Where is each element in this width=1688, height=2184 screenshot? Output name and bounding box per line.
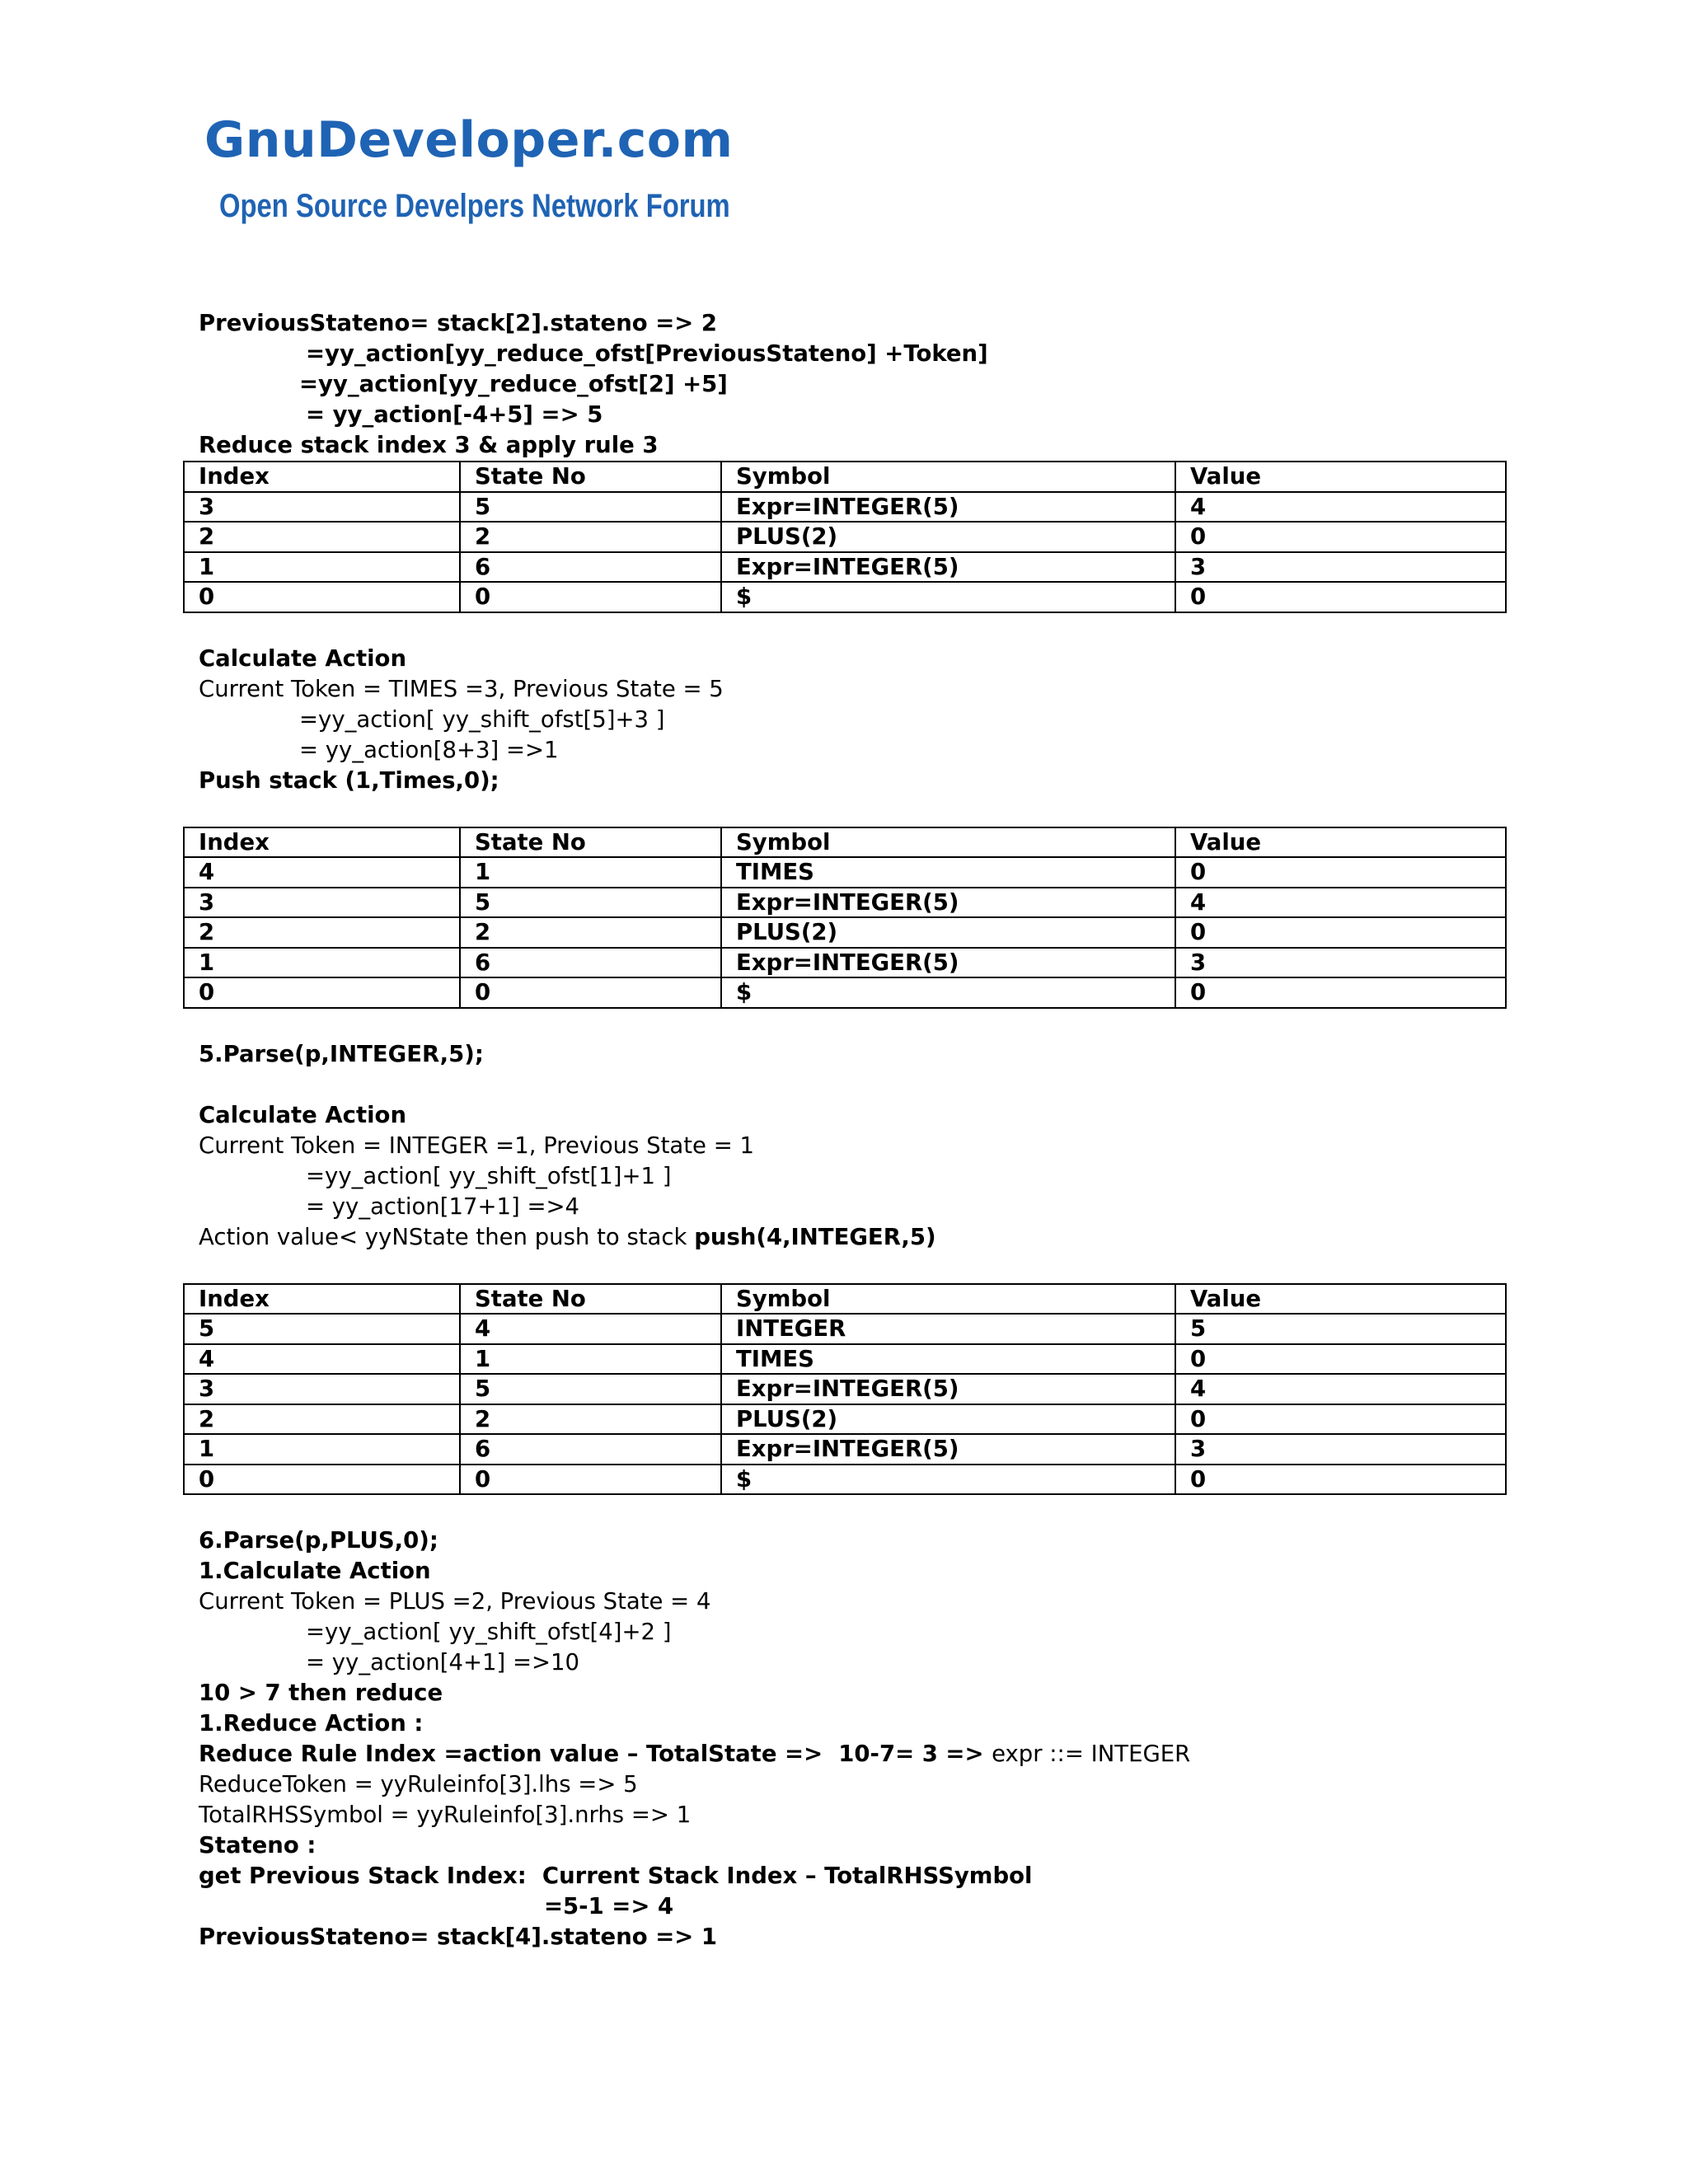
table-cell: 1 xyxy=(460,1344,721,1375)
table-cell: PLUS(2) xyxy=(721,917,1175,948)
table-cell: 2 xyxy=(460,917,721,948)
text-line: TotalRHSSymbol = yyRuleinfo[3].nrhs => 1 xyxy=(199,1802,692,1828)
section-parse-integer xyxy=(0,1039,1688,1253)
text-line: =5-1 => 4 xyxy=(544,1893,674,1919)
table-cell: 5 xyxy=(460,888,721,918)
text-line: 10 > 7 then reduce xyxy=(199,1680,443,1706)
table-cell: $ xyxy=(721,582,1175,612)
section-previous-state xyxy=(0,308,1688,461)
table-row xyxy=(184,888,1506,918)
table-row xyxy=(184,1344,1506,1375)
header-cell: Value xyxy=(1175,1284,1506,1315)
table-row xyxy=(184,1465,1506,1495)
table-row xyxy=(184,917,1506,948)
table-cell: 4 xyxy=(1175,888,1506,918)
text-line: =yy_action[ yy_shift_ofst[4]+2 ] xyxy=(306,1619,672,1645)
table-cell: Expr=INTEGER(5) xyxy=(721,552,1175,583)
header-cell: State No xyxy=(460,462,721,492)
table-cell: 2 xyxy=(460,1404,721,1435)
table-row xyxy=(184,552,1506,583)
text-line: Current Token = INTEGER =1, Previous State = 1 xyxy=(199,1132,754,1159)
table-cell: Expr=INTEGER(5) xyxy=(721,492,1175,523)
table-cell: 3 xyxy=(184,492,460,523)
table-cell: 4 xyxy=(184,857,460,888)
table-cell: Expr=INTEGER(5) xyxy=(721,888,1175,918)
table-row xyxy=(184,1434,1506,1465)
document-body xyxy=(0,308,1688,1952)
table-row xyxy=(184,1374,1506,1404)
table-cell: $ xyxy=(721,1465,1175,1495)
header-cell: Symbol xyxy=(721,827,1175,858)
table-cell: 5 xyxy=(460,1374,721,1404)
table-cell: 2 xyxy=(184,1404,460,1435)
header-cell: Value xyxy=(1175,462,1506,492)
table-cell: INTEGER xyxy=(721,1314,1175,1344)
header-cell: Value xyxy=(1175,827,1506,858)
text-span: Action value< yyNState then push to stack xyxy=(199,1223,695,1250)
table-cell: 4 xyxy=(184,1344,460,1375)
table-cell: 0 xyxy=(460,582,721,612)
text-line: PreviousStateno= stack[4].stateno => 1 xyxy=(199,1924,718,1950)
table-cell: $ xyxy=(721,977,1175,1008)
table-cell: 0 xyxy=(1175,1404,1506,1435)
text-line: PreviousStateno= stack[2].stateno => 2 xyxy=(199,310,718,336)
text-line: =yy_action[yy_reduce_ofst[PreviousStateno] +Token] xyxy=(306,340,988,367)
table-cell: 0 xyxy=(1175,1344,1506,1375)
table-cell: Expr=INTEGER(5) xyxy=(721,1374,1175,1404)
table-cell: 6 xyxy=(460,1434,721,1465)
text-line: = yy_action[8+3] =>1 xyxy=(299,736,559,763)
table-cell: 3 xyxy=(1175,1434,1506,1465)
table-cell: Expr=INTEGER(5) xyxy=(721,948,1175,978)
text-line: Reduce stack index 3 & apply rule 3 xyxy=(199,432,659,458)
table-cell: 0 xyxy=(460,977,721,1008)
parse-call: 5.Parse(p,INTEGER,5); xyxy=(199,1040,484,1067)
header-cell: Index xyxy=(184,1284,460,1315)
text-line: = yy_action[17+1] =>4 xyxy=(306,1193,580,1220)
table-cell: 0 xyxy=(460,1465,721,1495)
table-cell: 1 xyxy=(184,1434,460,1465)
table-cell: 0 xyxy=(1175,1465,1506,1495)
stack-table-2 xyxy=(183,827,1507,1009)
text-line: ReduceToken = yyRuleinfo[3].lhs => 5 xyxy=(199,1771,638,1797)
text-line xyxy=(199,1222,1688,1253)
table-cell: 3 xyxy=(1175,552,1506,583)
section-calculate-action-1 xyxy=(0,644,1688,796)
table-cell: TIMES xyxy=(721,1344,1175,1375)
header-cell: Index xyxy=(184,827,460,858)
table-cell: 0 xyxy=(1175,857,1506,888)
header-cell: Symbol xyxy=(721,1284,1175,1315)
logo-title: GnuDeveloper.com xyxy=(204,111,734,169)
table-cell: 2 xyxy=(460,522,721,552)
table-header-row xyxy=(184,1284,1506,1315)
table-row xyxy=(184,522,1506,552)
table-cell: 1 xyxy=(184,552,460,583)
text-line: Push stack (1,Times,0); xyxy=(199,766,499,794)
text-line xyxy=(199,1739,1688,1769)
table-cell: 0 xyxy=(184,1465,460,1495)
table-row xyxy=(184,492,1506,523)
text-span-bold: Reduce Rule Index =action value – TotalState => 10-7= 3 => xyxy=(199,1741,992,1767)
text-line: Current Token = PLUS =2, Previous State = 4 xyxy=(199,1588,711,1615)
section-heading: 1.Calculate Action xyxy=(199,1558,431,1584)
text-line: 1.Reduce Action : xyxy=(199,1710,424,1736)
table-cell: 5 xyxy=(184,1314,460,1344)
table-cell: 6 xyxy=(460,948,721,978)
text-line: get Previous Stack Index: Current Stack Index – TotalRHSSymbol xyxy=(199,1863,1033,1889)
section-heading: Calculate Action xyxy=(199,1101,407,1128)
table-row xyxy=(184,1314,1506,1344)
table-cell: 1 xyxy=(184,948,460,978)
table-cell: 4 xyxy=(1175,1374,1506,1404)
text-line: Stateno : xyxy=(199,1832,316,1858)
table-cell: 0 xyxy=(184,977,460,1008)
table-cell: 4 xyxy=(460,1314,721,1344)
table-row xyxy=(184,977,1506,1008)
table-row xyxy=(184,948,1506,978)
table-header-row xyxy=(184,462,1506,492)
stack-table-3 xyxy=(183,1283,1507,1496)
section-heading: Calculate Action xyxy=(199,644,407,672)
table-cell: 5 xyxy=(1175,1314,1506,1344)
header-cell: State No xyxy=(460,827,721,858)
table-header-row xyxy=(184,827,1506,858)
table-cell: 2 xyxy=(184,522,460,552)
table-cell: 0 xyxy=(184,582,460,612)
header-cell: State No xyxy=(460,1284,721,1315)
text-line: Current Token = TIMES =3, Previous State = 5 xyxy=(199,675,724,702)
table-cell: 1 xyxy=(460,857,721,888)
table-cell: 5 xyxy=(460,492,721,523)
text-span-bold: push(4,INTEGER,5) xyxy=(694,1223,936,1250)
table-cell: 6 xyxy=(460,552,721,583)
header-cell: Index xyxy=(184,462,460,492)
table-row xyxy=(184,857,1506,888)
table-cell: 0 xyxy=(1175,917,1506,948)
table-cell: Expr=INTEGER(5) xyxy=(721,1434,1175,1465)
table-cell: 0 xyxy=(1175,582,1506,612)
table-cell: 3 xyxy=(184,888,460,918)
table-cell: 0 xyxy=(1175,522,1506,552)
text-line: = yy_action[4+1] =>10 xyxy=(306,1649,580,1675)
text-line: = yy_action[-4+5] => 5 xyxy=(306,401,603,428)
text-line: =yy_action[ yy_shift_ofst[1]+1 ] xyxy=(306,1162,672,1189)
logo-subtitle: Open Source Develpers Network Forum xyxy=(219,188,730,224)
section-parse-plus xyxy=(0,1526,1688,1952)
text-line: =yy_action[ yy_shift_ofst[5]+3 ] xyxy=(299,705,665,733)
table-cell: PLUS(2) xyxy=(721,1404,1175,1435)
table-cell: 0 xyxy=(1175,977,1506,1008)
table-cell: 2 xyxy=(184,917,460,948)
table-cell: PLUS(2) xyxy=(721,522,1175,552)
table-row xyxy=(184,582,1506,612)
table-cell: 4 xyxy=(1175,492,1506,523)
text-span: expr ::= INTEGER xyxy=(992,1741,1191,1767)
table-cell: 3 xyxy=(184,1374,460,1404)
parse-call: 6.Parse(p,PLUS,0); xyxy=(199,1527,438,1554)
table-cell: 3 xyxy=(1175,948,1506,978)
table-cell: TIMES xyxy=(721,857,1175,888)
header-cell: Symbol xyxy=(721,462,1175,492)
text-line: =yy_action[yy_reduce_ofst[2] +5] xyxy=(299,371,728,397)
stack-table-1 xyxy=(183,461,1507,613)
table-row xyxy=(184,1404,1506,1435)
